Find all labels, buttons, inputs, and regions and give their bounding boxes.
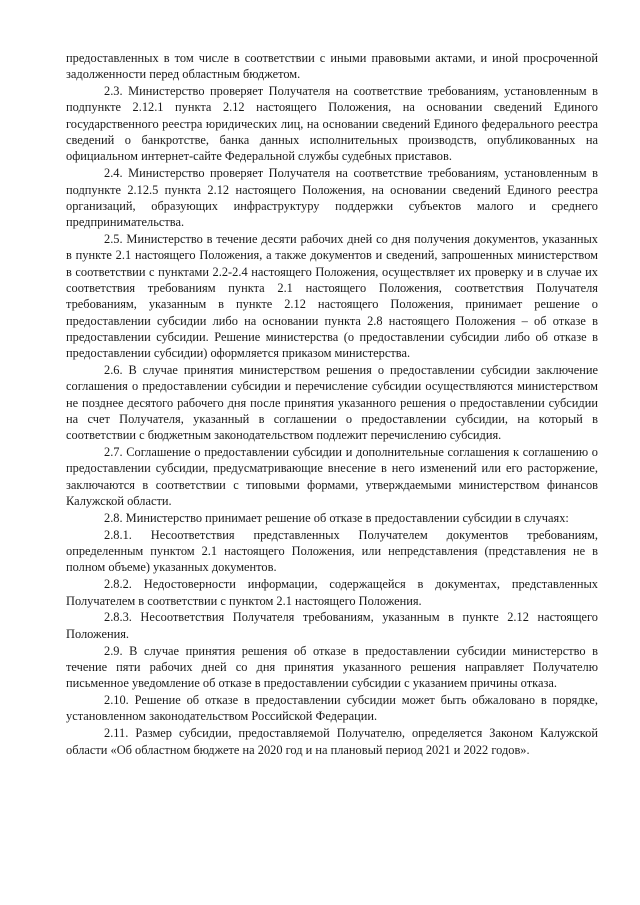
paragraph-2-5: 2.5. Министерство в течение десяти рабочих дней со дня получения документов, указанных в пункте 2.1 настоящего Положения, а также документов и сведений, запрошенных министерством в соответствии с пунктами 2.2-2.4 настоящего Положения, осуществляет их проверку и в случае их соответствия требованиям пункта 2.1 настоящего Положения, соответствия Получателя требованиям, указанным в пункте 2.12 настоящего Положения, принимает решение о предоставлении субсидии либо на основании пункта 2.8 настоящего Положения – об отказе в предоставлении субсидии. Решение министерства (о предоставлении субсидии либо об отказе в предоставлении субсидии) оформляется приказом министерства. [66, 232, 598, 361]
paragraph-continuation: предоставленных в том числе в соответствии с иными правовыми актами, и иной просроченной задолженности перед областным бюджетом. [66, 51, 598, 82]
paragraph-2-10: 2.10. Решение об отказе в предоставлении субсидии может быть обжаловано в порядке, установленном законодательством Российской Федерации. [66, 693, 598, 724]
paragraph-2-3: 2.3. Министерство проверяет Получателя на соответствие требованиям, установленным в подпункте 2.12.1 пункта 2.12 настоящего Положения, на основании сведений Единого государственного реестра юридических лиц, на основании сведений Единого федерального реестра сведений о банкротстве, банка данных исполнительных производств, опубликованных на официальном интернет-сайте Федеральной службы судебных приставов. [66, 84, 598, 164]
paragraph-2-9: 2.9. В случае принятия решения об отказе в предоставлении субсидии министерство в течение пяти рабочих дней со дня принятия указанного решения направляет Получателю письменное уведомление об отказе в предоставлении субсидии с указанием причины отказа. [66, 643, 598, 691]
paragraph-2-8: 2.8. Министерство принимает решение об отказе в предоставлении субсидии в случаях: [104, 510, 569, 525]
paragraph-2-8-3: 2.8.3. Несоответствия Получателя требованиям, указанным в пункте 2.12 настоящего Положения. [66, 610, 598, 641]
paragraph-2-8-1: 2.8.1. Несоответствия представленных Получателем документов требованиям, определенным пунктом 2.1 настоящего Положения, или непредставления (представления не в полном объеме) указанных документов. [66, 527, 598, 575]
paragraph-2-7: 2.7. Соглашение о предоставлении субсидии и дополнительные соглашения к соглашению о предоставлении субсидии, предусматривающие внесение в него изменений или его расторжение, заключаются в соответствии с типовыми формами, утверждаемыми министерством финансов Калужской области. [66, 445, 598, 508]
paragraph-2-4: 2.4. Министерство проверяет Получателя на соответствие требованиям, установленным в подпункте 2.12.5 пункта 2.12 настоящего Положения, на основании сведений Единого реестра организаций, образующих инфраструктуру поддержки субъектов малого и среднего предпринимательства. [66, 166, 598, 230]
paragraph-2-11: 2.11. Размер субсидии, предоставляемой Получателю, определяется Законом Калужской области «Об областном бюджете на 2020 год и на плановый период 2021 и 2022 годов». [66, 726, 598, 757]
paragraph-2-6: 2.6. В случае принятия министерством решения о предоставлении субсидии заключение соглашения о предоставлении субсидии и перечисление субсидии осуществляются министерством не позднее десятого рабочего дня после принятия указанного решения о предоставлении субсидии на счет Получателя, указанный в соглашении о предоставлении субсидии, на который в соответствии с бюджетным законодательством подлежит перечислению субсидия. [66, 363, 598, 443]
paragraph-2-8-2: 2.8.2. Недостоверности информации, содержащейся в документах, представленных Получателем в соответствии с пунктом 2.1 настоящего Положения. [66, 577, 598, 608]
